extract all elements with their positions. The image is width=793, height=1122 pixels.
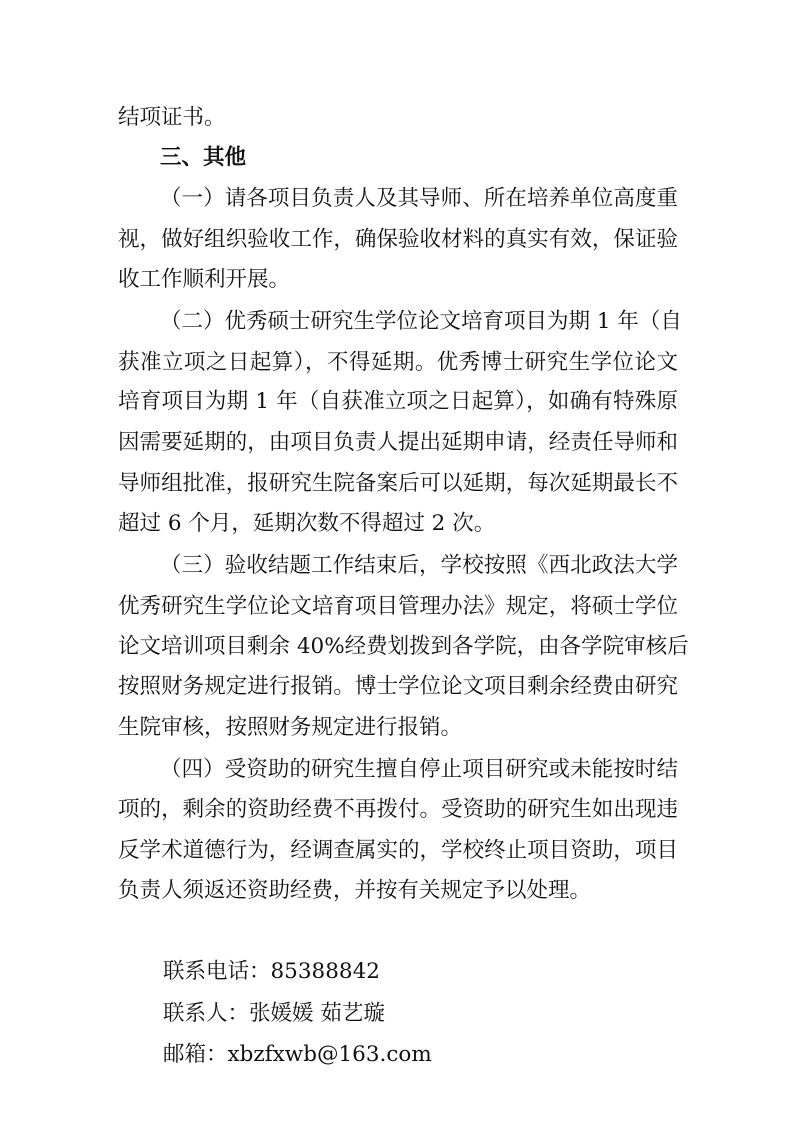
continued-line: 结项证书。 <box>118 105 226 130</box>
paragraph-line: 因需要延期的，由项目负责人提出延期申请，经责任导师和 <box>118 430 678 455</box>
contact-person: 联系人：张媛媛 茹艺璇 <box>163 1001 385 1026</box>
paragraph-line: 负责人须返还资助经费，并按有关规定予以处理。 <box>118 878 592 903</box>
paragraph-line: 项的，剩余的资助经费不再拨付。受资助的研究生如出现违 <box>118 797 678 822</box>
paragraph-line: 收工作顺利开展。 <box>118 267 291 292</box>
paragraph-line: 导师组批准，报研究生院备案后可以延期，每次延期最长不 <box>118 471 678 496</box>
paragraph-line: 反学术道德行为，经调查属实的，学校终止项目资助，项目 <box>118 838 678 863</box>
paragraph-line: 论文培训项目剩余 40%经费划拨到各学院，由各学院审核后 <box>118 634 689 659</box>
paragraph-line: （二）优秀硕士研究生学位论文培育项目为期 1 年（自 <box>160 309 682 334</box>
paragraph-line: 获准立项之日起算），不得延期。优秀博士研究生学位论文 <box>118 350 678 375</box>
paragraph-line: 视，做好组织验收工作，确保验收材料的真实有效，保证验 <box>118 227 678 252</box>
paragraph-line: 超过 6 个月，延期次数不得超过 2 次。 <box>118 511 496 536</box>
contact-phone: 联系电话：85388842 <box>163 959 380 984</box>
paragraph-line: （四）受资助的研究生擅自停止项目研究或未能按时结 <box>160 757 678 782</box>
paragraph-line: 培育项目为期 1 年（自获准立项之日起算），如确有特殊原 <box>118 389 678 414</box>
paragraph-line: （三）验收结题工作结束后，学校按照《西北政法大学 <box>160 553 678 578</box>
contact-email: 邮箱：xbzfxwb@163.com <box>163 1042 432 1067</box>
paragraph-line: （一）请各项目负责人及其导师、所在培养单位高度重 <box>160 186 678 211</box>
paragraph-line: 优秀研究生学位论文培育项目管理办法》规定，将硕士学位 <box>118 594 678 619</box>
paragraph-line: 按照财务规定进行报销。博士学位论文项目剩余经费由研究 <box>118 674 678 699</box>
paragraph-line: 生院审核，按照财务规定进行报销。 <box>118 715 463 740</box>
section-heading: 三、其他 <box>160 145 247 170</box>
